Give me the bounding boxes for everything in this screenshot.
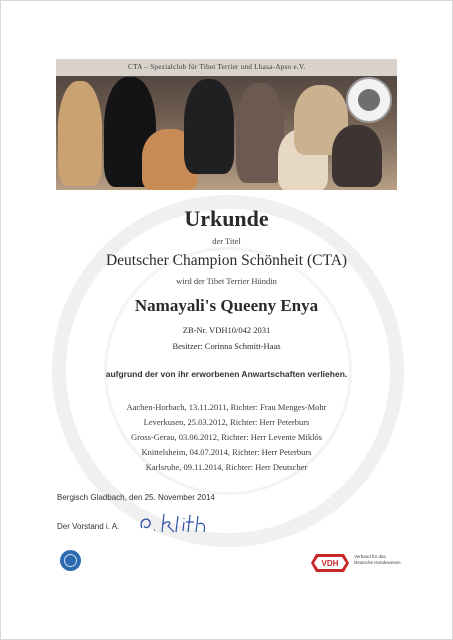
board-signature-label: Der Vorstand i. A. [57, 522, 120, 531]
dog-photo [236, 83, 284, 183]
show-result: Knittelsheim, 04.07.2014, Richter: Herr Peterburs [141, 447, 312, 457]
awarded-to-text: wird der Tibet Terrier Hündin [176, 276, 277, 286]
dog-photo-banner [56, 59, 397, 190]
vdh-caption [354, 554, 401, 566]
show-result: Karlsruhe, 09.11.2014, Richter: Herr Deutscher [145, 462, 308, 472]
club-name: CTA – Spezialclub für Tibet Terrier und Lhasa-Apso e.V. [128, 62, 306, 71]
handwritten-signature [136, 510, 216, 536]
show-result: Aachen-Horbach, 13.11.2011, Richter: Frau Menges-Mohr [126, 402, 327, 412]
award-statement: aufgrund der von ihr erworbenen Anwartschaften verliehen. [105, 369, 348, 379]
show-result: Leverkusen, 25.03.2012, Richter: Herr Peterburs [143, 417, 310, 427]
vdh-logo-icon [311, 554, 349, 572]
dog-photo [58, 81, 102, 186]
champion-title: Deutscher Champion Schönheit (CTA) [105, 252, 348, 269]
place-and-date: Bergisch Gladbach, den 25. November 2014 [57, 493, 215, 502]
dog-name: Namayali's Queeny Enya [134, 296, 319, 315]
title-intro: der Titel [212, 236, 241, 246]
vdh-caption-line: Verband für das [354, 554, 386, 559]
registration-number: ZB-Nr. VDH10/042 2031 [182, 325, 271, 335]
owner: Besitzer: Corinna Schmitt-Haas [172, 341, 281, 351]
dog-photo [184, 79, 234, 174]
vdh-caption-line: Deutsche Hundewesen [354, 560, 401, 565]
dog-photo [332, 125, 382, 187]
fci-logo-icon [60, 550, 81, 571]
certificate-heading: Urkunde [184, 206, 269, 231]
show-results-list [0, 400, 453, 475]
vdh-label: VDH [321, 559, 339, 569]
show-result: Gross-Gerau, 03.06.2012, Richter: Herr Levente Miklós [131, 432, 322, 442]
club-seal-icon [346, 77, 392, 123]
